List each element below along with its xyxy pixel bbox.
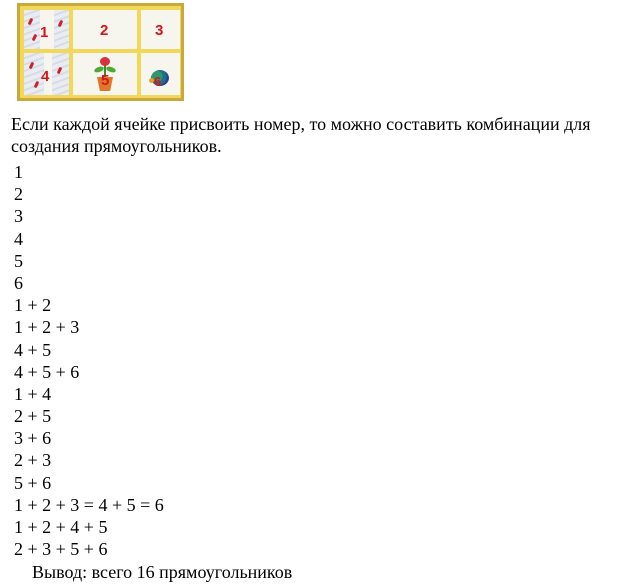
- combination-item: 5 + 6: [14, 472, 52, 493]
- curtain-icon: [54, 10, 69, 49]
- combination-item: 1 + 2 + 4 + 5: [14, 517, 108, 537]
- combination-item: 2 + 3 + 5 + 6: [14, 539, 108, 560]
- intro-text: Если каждой ячейке присвоить номер, то можно составить комбинации для создания прямоугольников.: [11, 114, 591, 156]
- pane-number-3: 3: [155, 22, 164, 39]
- combination-item: 6: [14, 272, 23, 293]
- combination-item: 1 + 2 + 3: [14, 317, 80, 338]
- pane-4: [24, 53, 69, 95]
- pane-number-5: 5: [101, 72, 110, 89]
- combination-item: 2 + 5: [14, 406, 52, 427]
- combination-list: [14, 161, 164, 560]
- pane-2: [73, 10, 137, 49]
- combination-item: 2 + 3: [14, 450, 52, 471]
- pane-6: [141, 53, 180, 95]
- combination-item: 1 + 2 + 3 = 4 + 5 = 6: [14, 494, 164, 515]
- combination-item: 3 + 6: [14, 428, 52, 449]
- pane-number-2: 2: [100, 22, 109, 39]
- curtain-icon: [24, 10, 40, 49]
- combination-item: 2: [14, 184, 23, 205]
- curtain-icon: [52, 53, 69, 95]
- combination-item: 5: [14, 250, 23, 271]
- combination-item: 1: [14, 162, 23, 182]
- pane-5: [73, 53, 137, 95]
- pane-number-4: 4: [41, 68, 50, 85]
- conclusion-text: Вывод: всего 16 прямоугольников: [32, 562, 293, 582]
- combination-item: 1 + 4: [14, 383, 52, 404]
- pane-1: [24, 10, 69, 49]
- pane-3: [141, 10, 180, 49]
- combination-item: 1 + 2: [14, 295, 52, 316]
- combination-item: 4: [14, 228, 23, 249]
- window-figure: [17, 3, 184, 101]
- combination-item: 3: [14, 206, 23, 227]
- combination-item: 4 + 5: [14, 339, 52, 360]
- pane-number-6: 6: [154, 74, 162, 89]
- combination-item: 4 + 5 + 6: [14, 361, 80, 382]
- pane-number-1: 1: [40, 24, 49, 41]
